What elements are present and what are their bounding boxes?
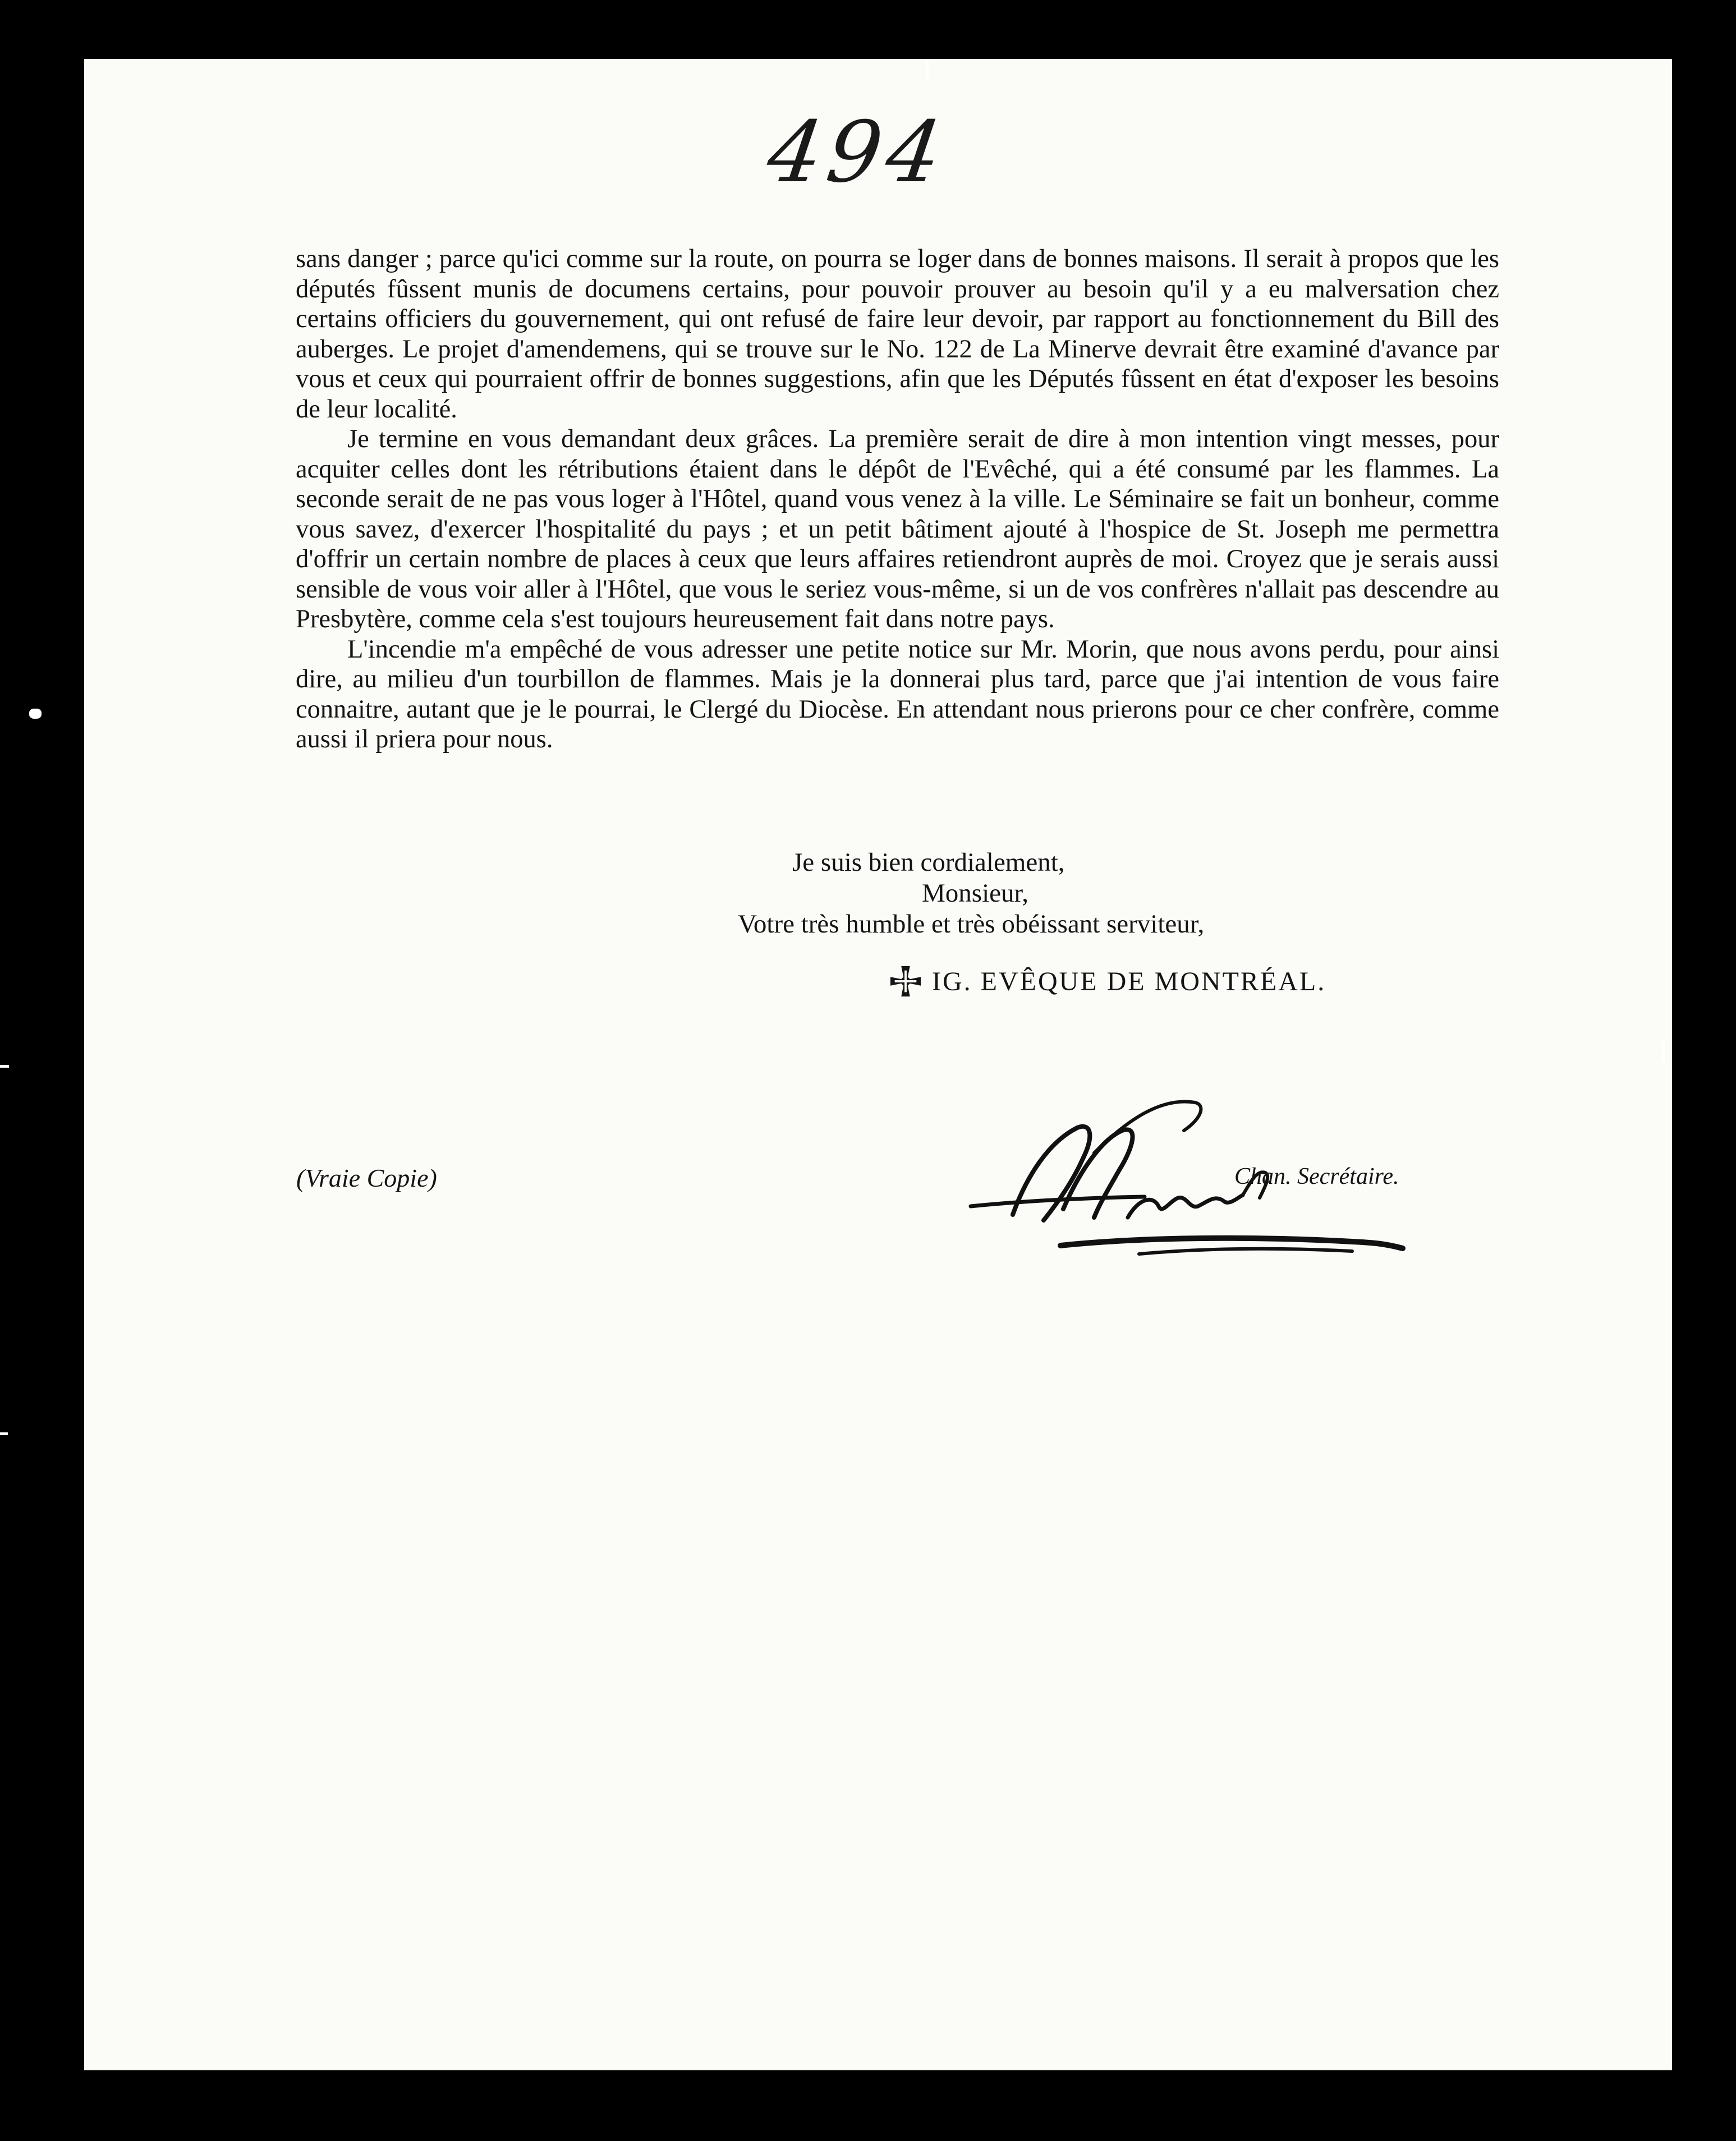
scan-speck xyxy=(29,709,42,719)
paragraph-3: L'incendie m'a empêché de vous adresser une petite notice sur Mr. Morin, que nous avons perdu, pour ainsi dire, au milieu d'un tourbillon de flammes. Mais je la donnerai plus tard, parce que j'ai intention de vous faire connaitre, autant que je le pourrai, le Clergé du Diocèse. En attendant nous prierons pour ce cher confrère, comme aussi il priera pour nous. xyxy=(296,635,1499,754)
letter-body xyxy=(296,244,1499,755)
signer-title: Chan. Secrétaire. xyxy=(1234,1164,1399,1189)
scan-speck xyxy=(1662,1041,1665,1062)
folio-number: 494 xyxy=(761,104,953,201)
document-page xyxy=(84,59,1672,2070)
scan-speck xyxy=(0,1432,8,1435)
cross-icon xyxy=(889,965,922,998)
bishop-name: IG. EVÊQUE DE MONTRÉAL. xyxy=(932,966,1326,996)
closing-salutation: Je suis bien cordialement, xyxy=(792,848,1065,877)
scan-speck xyxy=(926,59,929,81)
scan-speck xyxy=(0,1065,9,1068)
closing-servant: Votre très humble et très obéissant serviteur, xyxy=(738,909,1205,939)
paragraph-2: Je termine en vous demandant deux grâces. La première serait de dire à mon intention vingt messes, pour acquiter celles dont les rétributions étaient dans le dépôt de l'Evêché, qui a été consumé par les flammes. La seconde serait de ne pas vous loger à l'Hôtel, quand vous venez à la ville. Le Séminaire se fait un bonheur, comme vous savez, d'exercer l'hospitalité du pays ; et un petit bâtiment ajouté à l'hospice de St. Joseph me permettra d'offrir un certain nombre de places à ceux que leurs affaires retiendront auprès de moi. Croyez que je serais aussi sensible de vous voir aller à l'Hôtel, que vous le seriez vous-même, si un de vos confrères n'allait pas descendre au Presbytère, comme cela s'est toujours heureusement fait dans notre pays. xyxy=(296,425,1499,633)
closing-address: Monsieur, xyxy=(922,879,1029,908)
bishop-signature-line xyxy=(889,965,1326,998)
paragraph-1: sans danger ; parce qu'ici comme sur la route, on pourra se loger dans de bonnes maisons. Il serait à propos que les députés fûssent munis de documens certains, pour pouvoir prouver au besoin qu'il y a eu malversation chez certains officiers du gouvernement, qui ont refusé de faire leur devoir, par rapport au fonctionnement du Bill des auberges. Le projet d'amendemens, qui se trouve sur le No. 122 de La Minerve devrait être examiné d'avance par vous et ceux qui pourraient offrir de bonnes suggestions, afin que les Députés fûssent en état d'exposer les besoins de leur localité. xyxy=(296,245,1499,424)
true-copy-note: (Vraie Copie) xyxy=(296,1164,437,1192)
